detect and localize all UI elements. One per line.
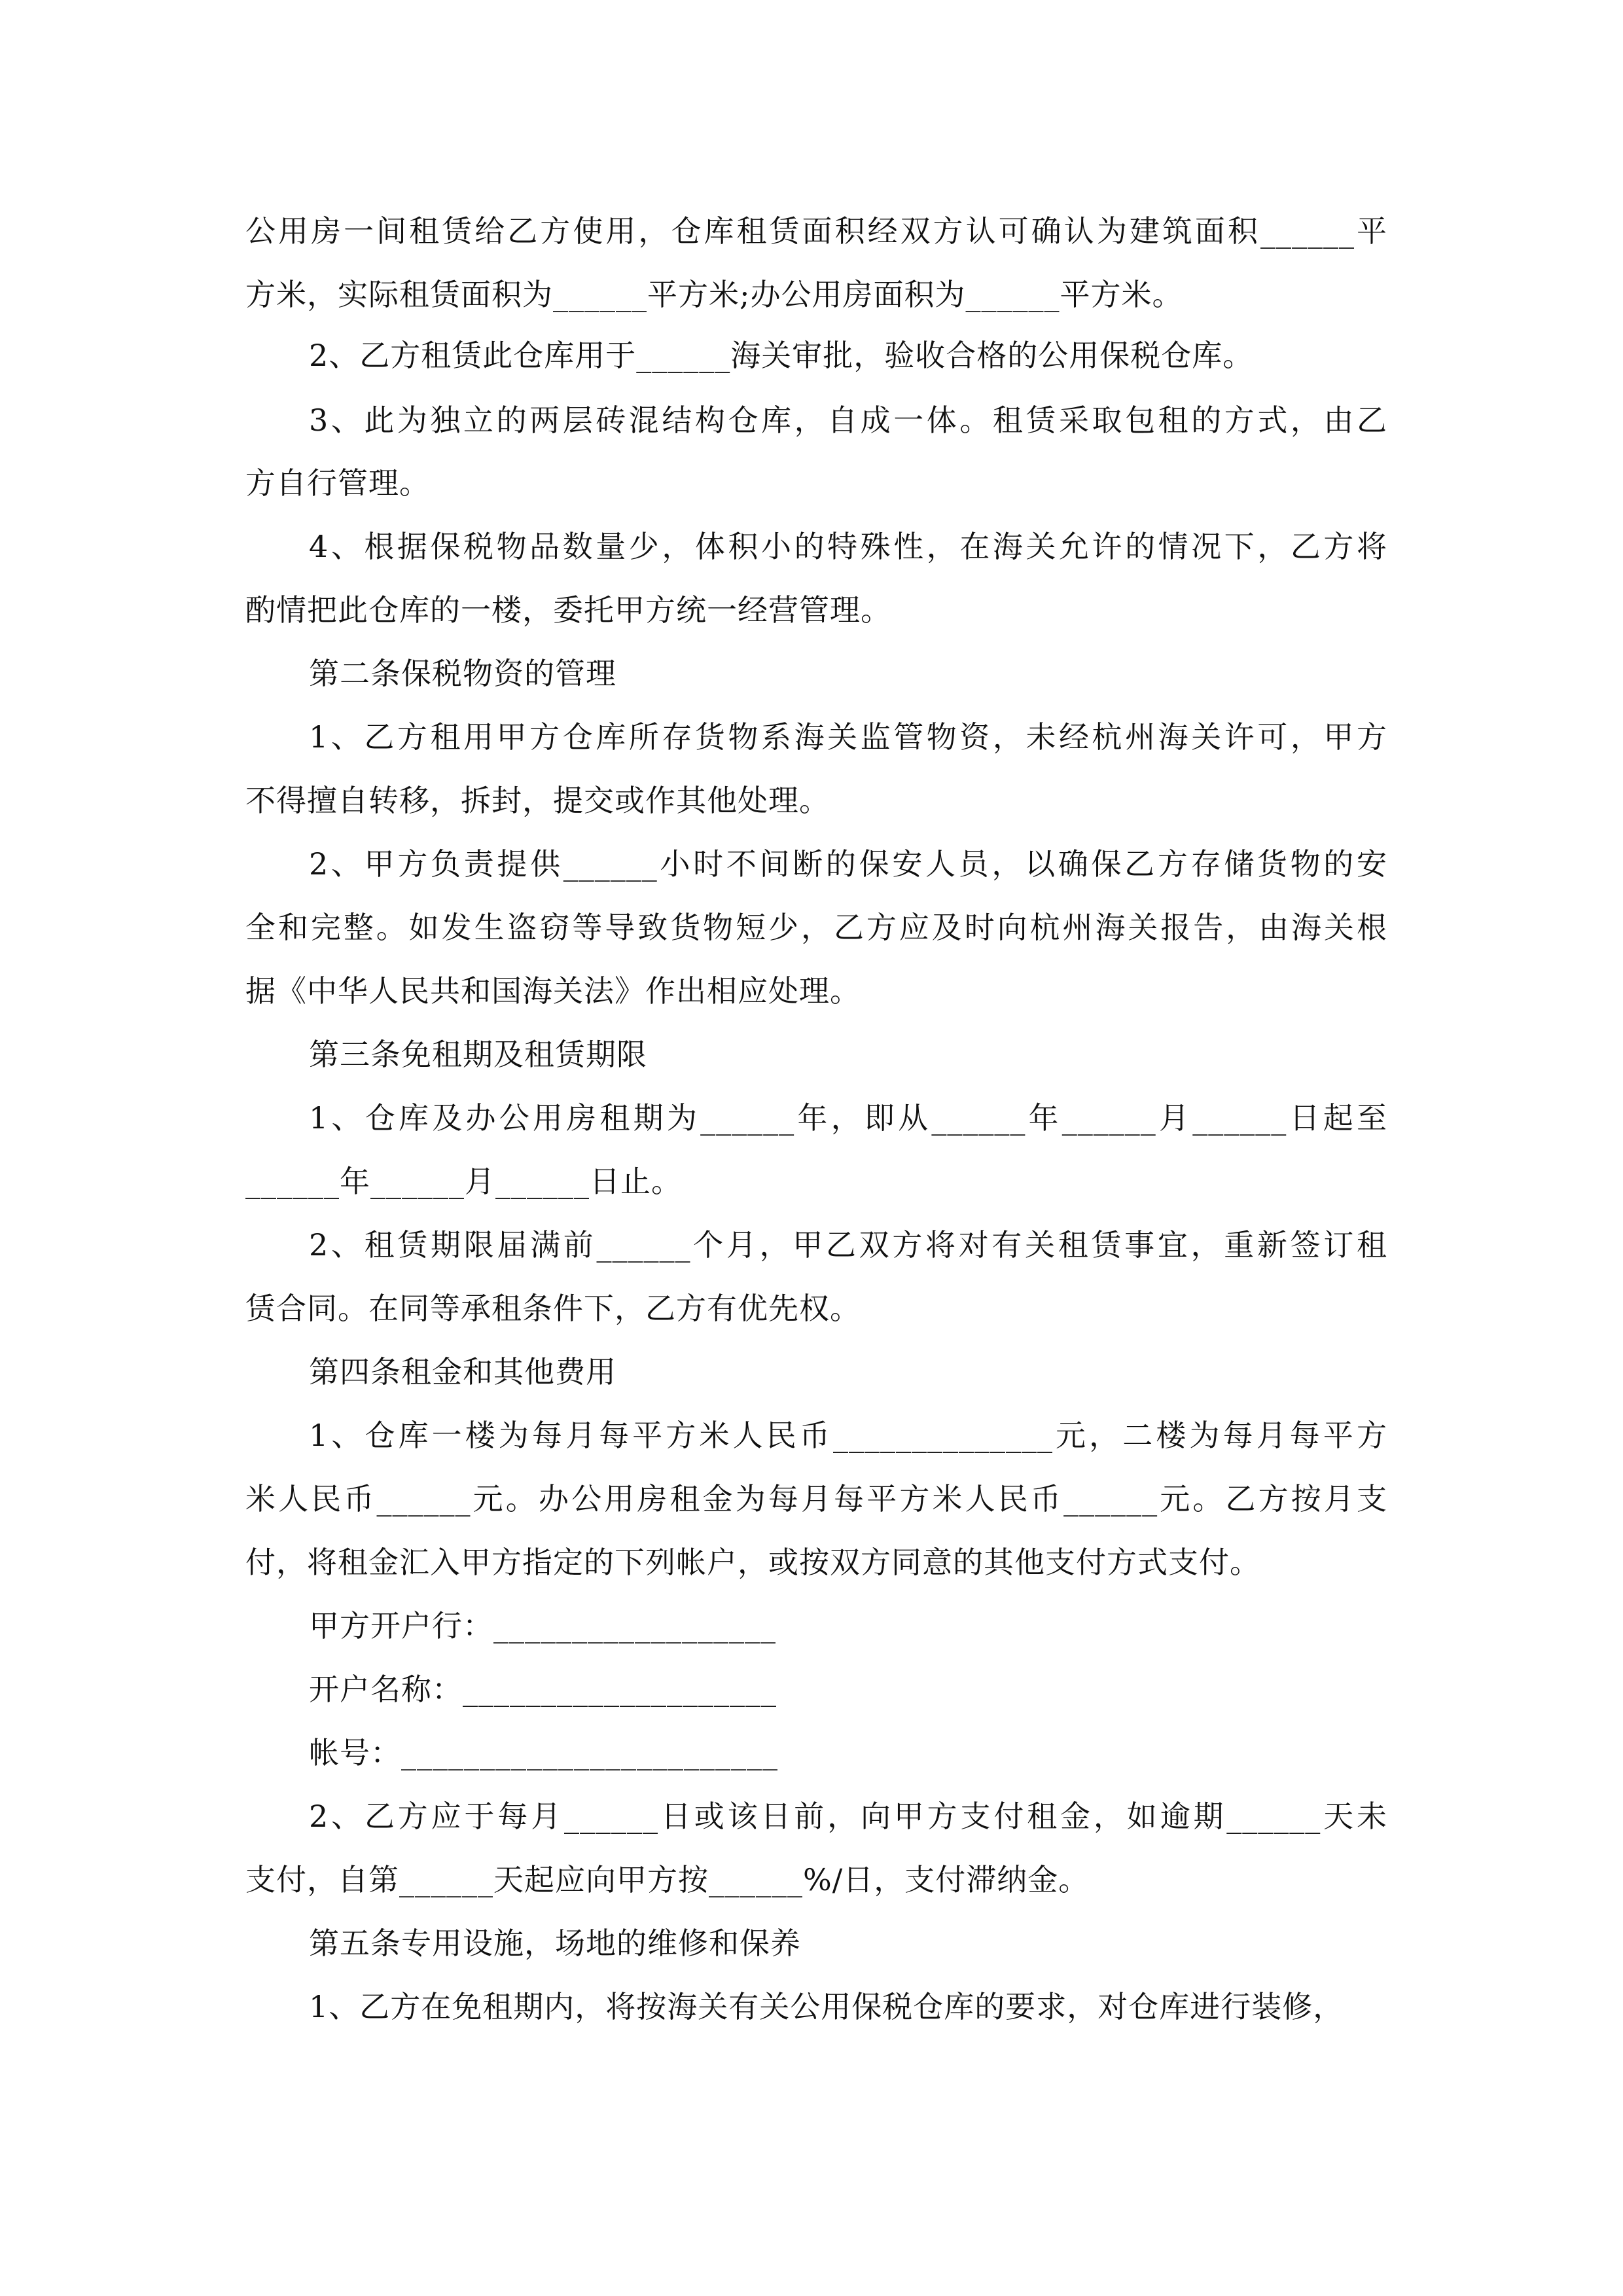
paragraph-line: ______年______月______日止。 — [245, 1164, 682, 1199]
paragraph-line: 2、甲方负责提供______小时不间断的保安人员，以确保乙方存储货物的安 — [309, 846, 1387, 882]
paragraph-line: 付，将租金汇入甲方指定的下列帐户，或按双方同意的其他支付方式支付。 — [245, 1545, 1260, 1580]
paragraph-line: 1、乙方租用甲方仓库所存货物系海关监管物资，未经杭州海关许可，甲方 — [309, 719, 1387, 755]
paragraph-line: 支付，自第______天起应向甲方按______%/日，支付滞纳金。 — [245, 1862, 1090, 1897]
bank-field: 甲方开户行：__________________ — [309, 1608, 776, 1643]
paragraph-line: 不得擅自转移，拆封，提交或作其他处理。 — [245, 783, 830, 818]
paragraph-line: 米人民币______元。办公用房租金为每月每平方米人民币______元。乙方按月支 — [245, 1481, 1387, 1516]
section-heading: 第四条租金和其他费用 — [309, 1354, 616, 1390]
paragraph-line: 4、根据保税物品数量少，体积小的特殊性，在海关允许的情况下，乙方将 — [309, 529, 1387, 564]
paragraph-line: 2、乙方租赁此仓库用于______海关审批，验收合格的公用保税仓库。 — [309, 338, 1254, 373]
section-heading: 第三条免租期及租赁期限 — [309, 1037, 647, 1072]
paragraph-line: 方米，实际租赁面积为______平方米;办公用房面积为______平方米。 — [245, 277, 1183, 312]
account-name-field: 开户名称：____________________ — [309, 1672, 777, 1707]
paragraph-line: 酌情把此仓库的一楼，委托甲方统一经营管理。 — [245, 592, 891, 628]
paragraph-line: 2、租赁期限届满前______个月，甲乙双方将对有关租赁事宜，重新签订租 — [309, 1227, 1387, 1263]
paragraph-line: 方自行管理。 — [245, 465, 430, 501]
paragraph-line: 据《中华人民共和国海关法》作出相应处理。 — [245, 973, 861, 1009]
paragraph-line: 赁合同。在同等承租条件下，乙方有优先权。 — [245, 1291, 861, 1326]
paragraph-line: 1、仓库及办公用房租期为______年，即从______年______月______日起至 — [309, 1100, 1387, 1136]
account-number-field: 帐号：________________________ — [309, 1735, 778, 1770]
section-heading: 第五条专用设施，场地的维修和保养 — [309, 1926, 801, 1961]
paragraph-line: 公用房一间租赁给乙方使用，仓库租赁面积经双方认可确认为建筑面积______平 — [245, 213, 1387, 249]
paragraph-line: 1、乙方在免租期内，将按海关有关公用保税仓库的要求，对仓库进行装修， — [309, 1989, 1344, 2024]
paragraph-line: 1、仓库一楼为每月每平方米人民币______________元，二楼为每月每平方 — [309, 1418, 1387, 1453]
paragraph-line: 2、乙方应于每月______日或该日前，向甲方支付租金，如逾期______天未 — [309, 1799, 1387, 1834]
paragraph-line: 3、此为独立的两层砖混结构仓库，自成一体。租赁采取包租的方式，由乙 — [309, 403, 1387, 438]
paragraph-line: 全和完整。如发生盗窃等导致货物短少，乙方应及时向杭州海关报告，由海关根 — [245, 910, 1387, 945]
section-heading: 第二条保税物资的管理 — [309, 656, 616, 691]
